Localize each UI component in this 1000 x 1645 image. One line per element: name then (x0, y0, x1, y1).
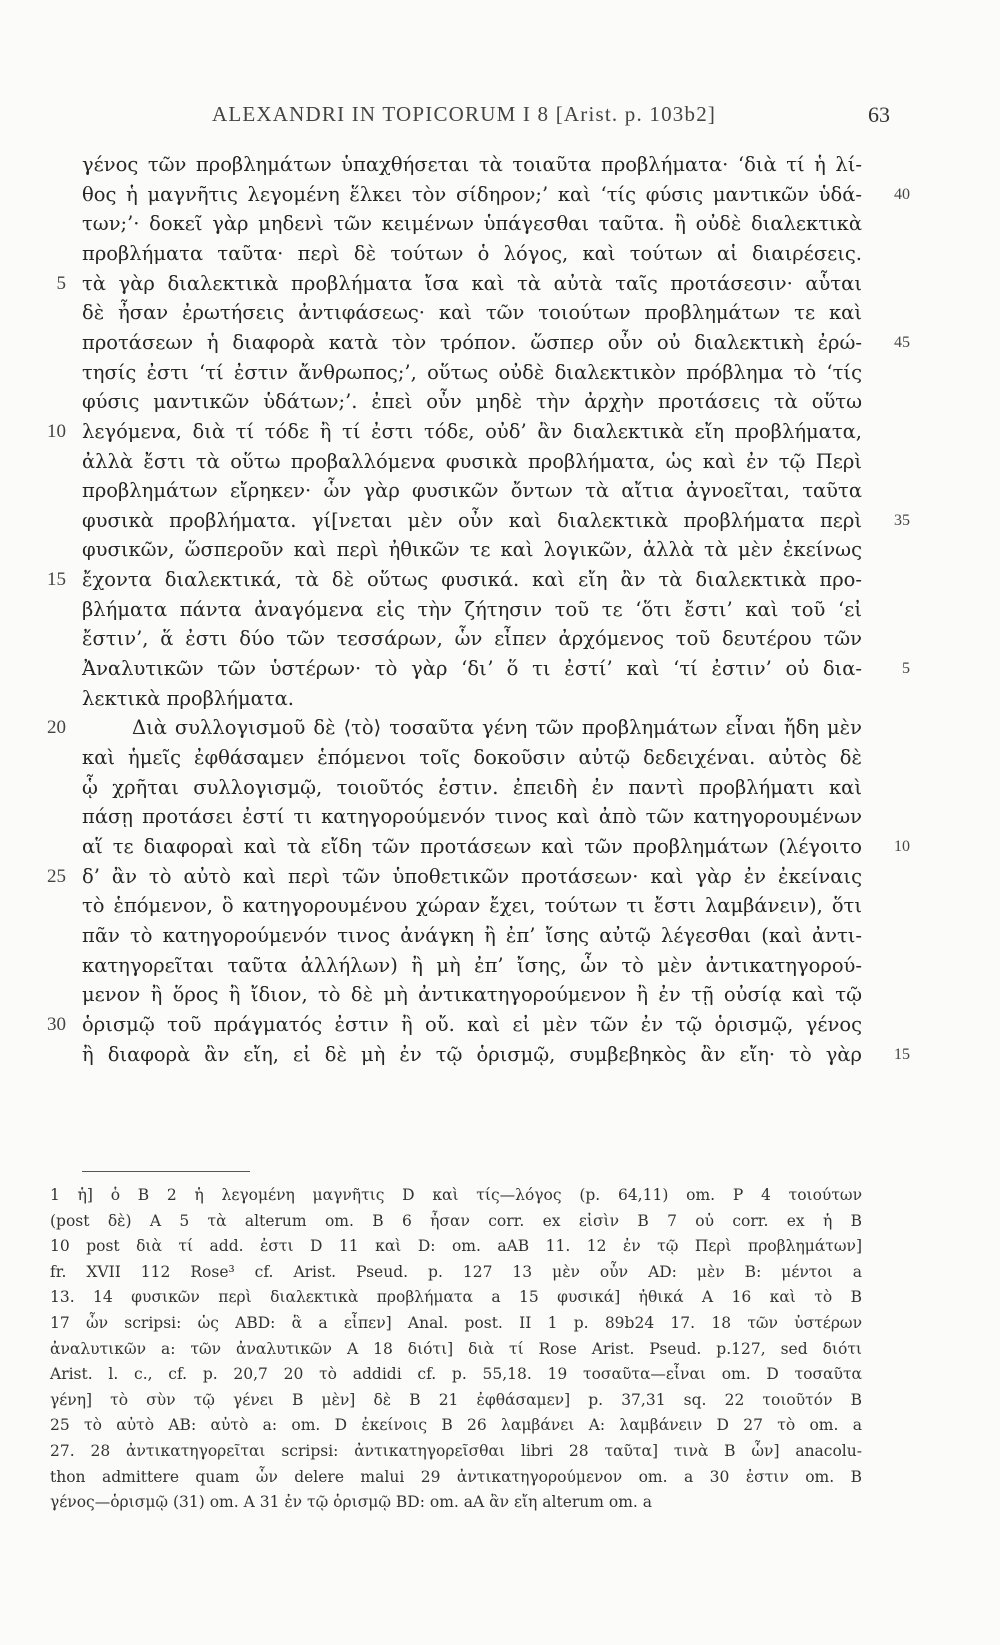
apparatus-text: fr. XVII 112 Rose³ cf. Arist. Pseud. p. 127 13 μὲν οὖν AD: μὲν B: μέντοι a (50, 1262, 862, 1281)
line-text: ᾧ χρῆται συλλογισμῷ, τοιοῦτός ἐστιν. ἐπειδὴ ἐν παντὶ προβλήματι καὶ (82, 775, 862, 799)
text-line (0, 387, 1000, 417)
line-text: φυσικὰ προβλήματα. γί[νεται μὲν οὖν καὶ διαλεκτικὰ προβλήματα περὶ (82, 508, 862, 532)
text-line (0, 921, 1000, 951)
running-header (0, 102, 1000, 130)
apparatus-text: 25 τὸ αὐτὸ AB: αὐτὸ a: om. D ἐκείνοις B 26 λαμβάνει A: λαμβάνειν D 27 τὸ om. a (50, 1416, 862, 1435)
apparatus-line (0, 1490, 1000, 1515)
text-line (0, 802, 1000, 832)
line-number: 5 (56, 272, 66, 294)
line-text: πᾶν τὸ κατηγορούμενόν τινος ἀνάγκη ἢ ἐπ’ ἴσης αὐτῷ λέγεσθαι (καὶ ἀντι- (82, 923, 862, 947)
apparatus-text: γένος—ὁρισμῷ (31) om. A 31 ἐν τῷ ὁρισμῷ BD: om. aA ἂν εἴη alterum om. a (50, 1493, 653, 1512)
apparatus-line (0, 1285, 1000, 1310)
line-text: καὶ ἡμεῖς ἐφθάσαμεν ἑπόμενοι τοῖς δοκοῦσιν αὐτῷ δεδειχέναι. αὐτὸς δὲ (82, 746, 862, 769)
margin-reference-number: 5 (902, 660, 910, 678)
line-text: ἔχοντα διαλεκτικά, τὰ δὲ οὕτως φυσικά. καὶ εἴη ἂν τὰ διαλεκτικὰ προ- (82, 568, 862, 592)
apparatus-text: (post δὲ) A 5 τὰ alterum om. B 6 ἦσαν corr. ex εἰσὶν B 7 οὐ corr. ex ἡ B (50, 1211, 862, 1230)
line-number: 25 (47, 865, 66, 887)
text-line (0, 476, 1000, 506)
text-line (0, 239, 1000, 269)
text-line (0, 951, 1000, 981)
apparatus-line (0, 1260, 1000, 1285)
margin-reference-number: 45 (894, 333, 910, 351)
apparatus-text: 27. 28 ἀντικατηγορεῖται scripsi: ἀντικατηγορεῖσθαι libri 28 ταῦτα] τινὰ B ὧν] anacolu- (50, 1442, 862, 1460)
line-text: φύσις μαντικῶν ὑδάτων;’. ἐπεὶ οὖν μηδὲ τὴν ἀρχὴν προτάσεις τὰ οὕτω (82, 390, 862, 414)
text-line (0, 832, 1000, 862)
apparatus-text: 17 ὧν scripsi: ὡς ABD: ἃ a εἶπεν] Anal. post. II 1 p. 89b24 17. 18 τῶν ὑστέρων (50, 1314, 862, 1332)
apparatus-line (0, 1183, 1000, 1208)
text-line (0, 565, 1000, 595)
line-number: 30 (47, 1013, 66, 1035)
line-text: ὁρισμῷ τοῦ πράγματός ἐστιν ἢ οὔ. καὶ εἰ μὲν τῶν ἐν τῷ ὁρισμῷ, γένος (82, 1012, 862, 1036)
line-text: τὰ γὰρ διαλεκτικὰ προβλήματα ἴσα καὶ τὰ αὐτὰ ταῖς προτάσεσιν· αὗται (82, 271, 862, 295)
margin-reference-number: 15 (894, 1045, 910, 1063)
line-text: τησίς ἐστι ‘τί ἐστιν ἄνθρωπος;’, οὕτως οὐδὲ διαλεκτικὸν πρόβλημα τὸ ‘τίς (82, 360, 862, 384)
apparatus-line (0, 1388, 1000, 1413)
apparatus-text: ἀναλυτικῶν a: τῶν ἀναλυτικῶν A 18 διότι] διὰ τί Rose Arist. Pseud. p.127, sed διότι (50, 1339, 862, 1358)
apparatus-text: thon admittere quam ὧν delere malui 29 ἀντικατηγορούμενον om. a 30 ἐστιν om. B (50, 1467, 862, 1486)
text-line (0, 447, 1000, 477)
page-number: 63 (868, 102, 890, 127)
text-line (0, 862, 1000, 892)
line-text: δ’ ἂν τὸ αὐτὸ καὶ περὶ τῶν ὑποθετικῶν προτάσεων· καὶ γὰρ ἐν ἐκείναις (82, 864, 862, 888)
text-line (0, 417, 1000, 447)
apparatus-line (0, 1337, 1000, 1362)
margin-reference-number: 35 (894, 511, 910, 529)
line-number: 15 (47, 569, 66, 591)
text-line (0, 624, 1000, 654)
apparatus-line (0, 1234, 1000, 1259)
line-text: ἀλλὰ ἔστι τὰ οὕτω προβαλλόμενα φυσικὰ προβλήματα, ὡς καὶ ἐν τῷ Περὶ (82, 449, 862, 473)
text-line (0, 506, 1000, 536)
apparatus-text: 1 ἡ] ὁ B 2 ἡ λεγομένη μαγνῆτις D καὶ τίς—λόγος (p. 64,11) om. P 4 τοιούτων (50, 1186, 862, 1204)
line-text: Ἀναλυτικῶν τῶν ὑστέρων· τὸ γὰρ ‘διʼ ὅ τι ἐστί’ καὶ ‘τί ἐστιν’ οὐ δια- (82, 657, 862, 681)
text-line (0, 891, 1000, 921)
text-line (0, 980, 1000, 1010)
text-line (0, 713, 1000, 743)
line-text: προβλημάτων εἴρηκεν· ὧν γὰρ φυσικῶν ὄντων τὰ αἴτια ἀγνοεῖται, ταῦτα (82, 479, 862, 503)
text-line (0, 1010, 1000, 1040)
line-text: τὸ ἑπόμενον, ὃ κατηγορουμένου χώραν ἔχει, τούτων τι ἔστι λαμβάνειν), ὅτι (82, 894, 862, 918)
line-number: 20 (47, 717, 66, 739)
text-line (0, 535, 1000, 565)
apparatus-line (0, 1465, 1000, 1490)
text-line (0, 150, 1000, 180)
line-text: φυσικῶν, ὥσπεροῦν καὶ περὶ ἠθικῶν τε καὶ λογικῶν, ἀλλὰ τὰ μὲν ἐκείνως (82, 538, 862, 562)
text-line (0, 595, 1000, 625)
text-line (0, 773, 1000, 803)
apparatus-text: 10 post διὰ τί add. ἐστι D 11 καὶ D: om. aAB 11. 12 ἐν τῷ Περὶ προβλημάτων] (50, 1237, 862, 1256)
footnote-rule (82, 1171, 250, 1172)
margin-reference-number: 10 (894, 837, 910, 855)
line-text: κατηγορεῖται ταῦτα ἀλλήλων) ἢ μὴ ἐπ’ ἴσης, ὧν τὸ μὲν ἀντικατηγορού- (82, 953, 862, 977)
line-text: λεκτικὰ προβλήματα. (82, 686, 294, 710)
text-line (0, 1040, 1000, 1070)
apparatus-line (0, 1413, 1000, 1438)
text-line (0, 743, 1000, 773)
apparatus-line (0, 1362, 1000, 1387)
apparatus-line (0, 1311, 1000, 1336)
text-line (0, 358, 1000, 388)
line-text: αἵ τε διαφοραὶ καὶ τὰ εἴδη τῶν προτάσεων καὶ τῶν προβλημάτων (λέγοιτο (82, 834, 862, 858)
line-number: 10 (47, 420, 66, 442)
text-line (0, 269, 1000, 299)
apparatus-line (0, 1209, 1000, 1234)
apparatus-text: 13. 14 φυσικῶν περὶ διαλεκτικὰ προβλήματα a 15 φυσικά] ἠθικά A 16 καὶ τὸ B (50, 1288, 862, 1307)
line-text: μενον ἢ ὅρος ἢ ἴδιον, τὸ δὲ μὴ ἀντικατηγορούμενον ἢ ἐν τῇ οὐσίᾳ καὶ τῷ (82, 983, 862, 1007)
apparatus-line (0, 1439, 1000, 1464)
line-text: των;’· δοκεῖ γὰρ μηδενὶ τῶν κειμένων ὑπάγεσθαι ταῦτα. ἢ οὐδὲ διαλεκτικὰ (82, 212, 862, 236)
apparatus-text: γένη] τὸ σὺν τῷ γένει B μὲν] δὲ B 21 ἐφθάσαμεν] p. 37,31 sq. 22 τοιοῦτόν B (50, 1390, 862, 1409)
text-line (0, 180, 1000, 210)
line-text: Διὰ συλλογισμοῦ δὲ ⟨τὸ⟩ τοσαῦτα γένη τῶν προβλημάτων εἶναι ἤδη μὲν (132, 716, 862, 740)
text-line (0, 298, 1000, 328)
line-text: γένος τῶν προβλημάτων ὑπαχθήσεται τὰ τοιαῦτα προβλήματα· ‘διὰ τί ἡ λί- (82, 153, 862, 176)
line-text: προτάσεων ἡ διαφορὰ κατὰ τὸν τρόπον. ὥσπερ οὖν οὐ διαλεκτικὴ ἐρώ- (82, 330, 862, 354)
line-text: λεγόμενα, διὰ τί τόδε ἢ τί ἐστι τόδε, οὐδ’ ἂν διαλεκτικὰ εἴη προβλήματα, (82, 419, 862, 443)
line-text: ἢ διαφορὰ ἂν εἴη, εἰ δὲ μὴ ἐν τῷ ὁρισμῷ, συμβεβηκὸς ἂν εἴη· τὸ γὰρ (82, 1042, 862, 1066)
line-text: βλήματα πάντα ἀναγόμενα εἰς τὴν ζήτησιν τοῦ τε ‘ὅτι ἔστι’ καὶ τοῦ ‘εἰ (82, 597, 862, 621)
line-text: θος ἡ μαγνῆτις λεγομένη ἕλκει τὸν σίδηρον;’ καὶ ‘τίς φύσις μαντικῶν ὑδά- (82, 182, 862, 206)
line-text: δὲ ἦσαν ἐρωτήσεις ἀντιφάσεως· καὶ τῶν τοιούτων προβλημάτων τε καὶ (82, 301, 862, 325)
apparatus-text: Arist. l. c., cf. p. 20,7 20 τὸ addidi cf. p. 55,18. 19 τοσαῦτα—εἶναι om. D τοσαῦτα (50, 1365, 862, 1384)
text-line (0, 328, 1000, 358)
margin-reference-number: 40 (894, 185, 910, 203)
text-line (0, 209, 1000, 239)
text-line (0, 654, 1000, 684)
line-text: ἔστιν’, ἅ ἐστι δύο τῶν τεσσάρων, ὧν εἶπεν ἀρχόμενος τοῦ δευτέρου τῶν (82, 627, 862, 651)
running-title: ALEXANDRI IN TOPICORUM I 8 [Arist. p. 103b2] (212, 102, 717, 126)
text-line (0, 684, 1000, 714)
line-text: πάσῃ προτάσει ἐστί τι κατηγορούμενόν τινος καὶ ἀπὸ τῶν κατηγορουμένων (82, 805, 862, 829)
line-text: προβλήματα ταῦτα· περὶ δὲ τούτων ὁ λόγος, καὶ τούτων αἱ διαιρέσεις. (82, 241, 862, 265)
